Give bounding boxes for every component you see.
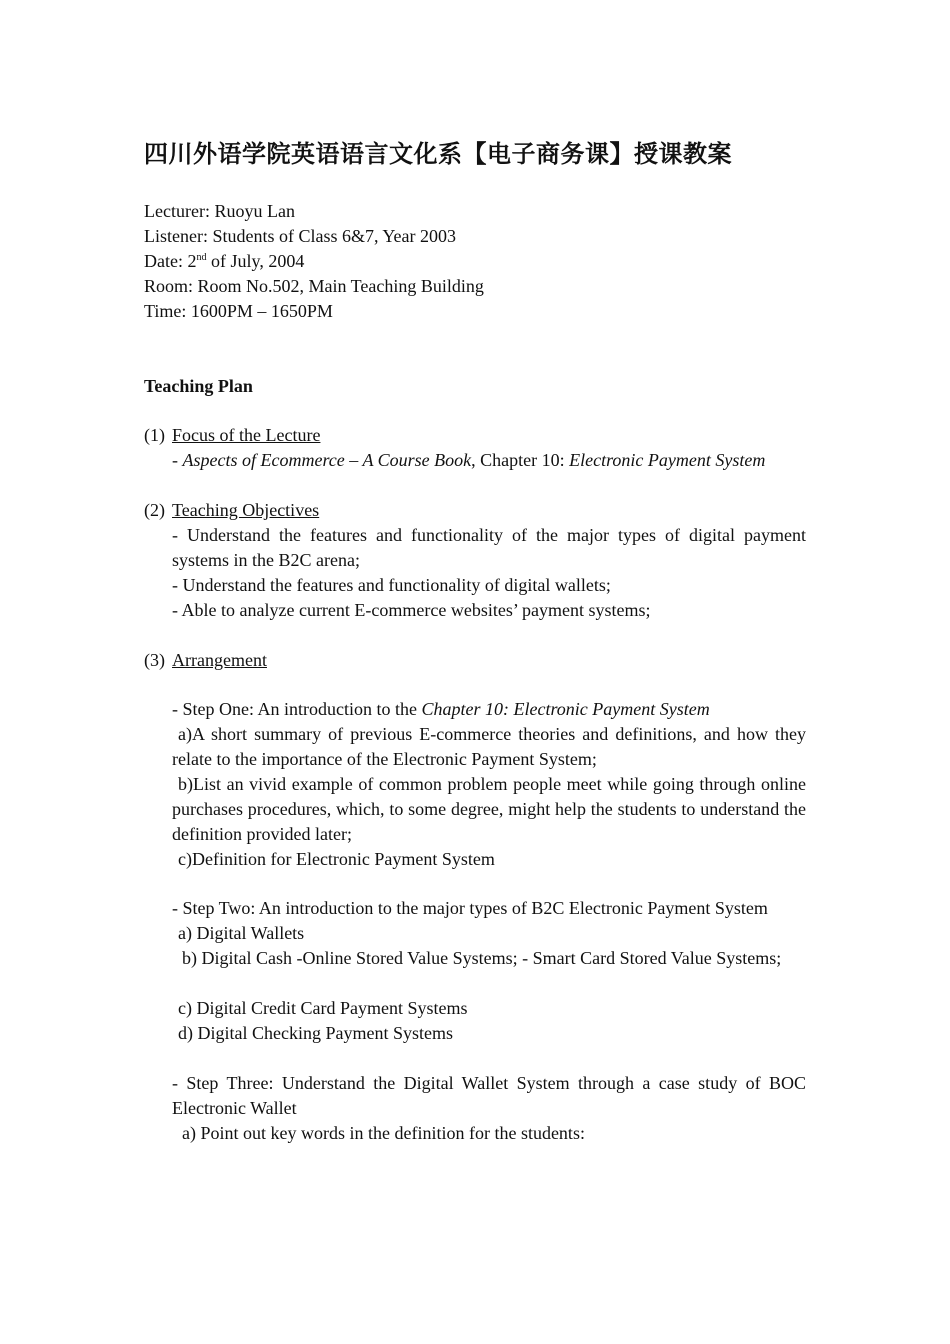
step-two-item-c: c) Digital Credit Card Payment Systems [178,998,468,1018]
section-1-number: (1) [144,425,165,445]
chapter-title: Electronic Payment System [569,450,766,470]
step-three-line: - Step Three: Understand the Digital Wallet System through a case study of BOC Electronic Wallet [172,1073,806,1118]
teaching-plan-heading: Teaching Plan [144,376,253,396]
step-one-line [172,697,710,722]
book-title: Aspects of Ecommerce – A Course Book [182,450,472,470]
page-title: 四川外语学院英语语言文化系【电子商务课】授课教案 [144,140,732,168]
section-1-heading: Focus of the Lecture [172,425,321,445]
objective-item: - Able to analyze current E-commerce websites’ payment systems; [172,600,651,620]
step-one-prefix: - Step One: An introduction to the [172,699,422,719]
time-line: Time: 1600PM – 1650PM [144,301,333,321]
focus-dash: - [172,450,183,470]
date-superscript: nd [196,252,207,263]
section-3-number: (3) [144,650,165,670]
step-three-item-a: a) Point out key words in the definition for the students: [182,1123,585,1143]
listener-line: Listener: Students of Class 6&7, Year 2003 [144,226,456,246]
objective-item: - Understand the features and functionality of the major types of digital payment systems in the B2C arena; [172,525,806,570]
lecturer-line: Lecturer: Ruoyu Lan [144,201,295,221]
step-one-item-b: b)List an vivid example of common problem people meet while going through online purchases procedures, which, to some degree, might help the students to understand the definition provided later; [172,774,806,844]
step-two-item-a: a) Digital Wallets [178,923,305,943]
date-prefix: Date: 2 [144,251,197,271]
date-line [144,249,304,274]
section-2-heading: Teaching Objectives [172,500,320,520]
room-line: Room: Room No.502, Main Teaching Building [144,276,484,296]
step-two-item-d: d) Digital Checking Payment Systems [178,1023,453,1043]
chapter-text: , Chapter 10: [471,450,570,470]
section-2-number: (2) [144,500,165,520]
section-3-heading: Arrangement [172,650,267,670]
section-1-focus-line [172,448,765,473]
step-one-item-c: c)Definition for Electronic Payment System [178,849,495,869]
step-one-item-a: a)A short summary of previous E-commerce theories and definitions, and how they relate to the importance of the Electronic Payment System; [172,724,806,769]
step-one-chapter: Chapter 10: Electronic Payment System [421,699,710,719]
date-suffix: of July, 2004 [206,251,305,271]
objective-item: - Understand the features and functionality of digital wallets; [172,575,611,595]
step-two-item-b: b) Digital Cash -Online Stored Value Systems; - Smart Card Stored Value Systems; [182,948,782,968]
step-two-line: - Step Two: An introduction to the major types of B2C Electronic Payment System [172,898,768,918]
